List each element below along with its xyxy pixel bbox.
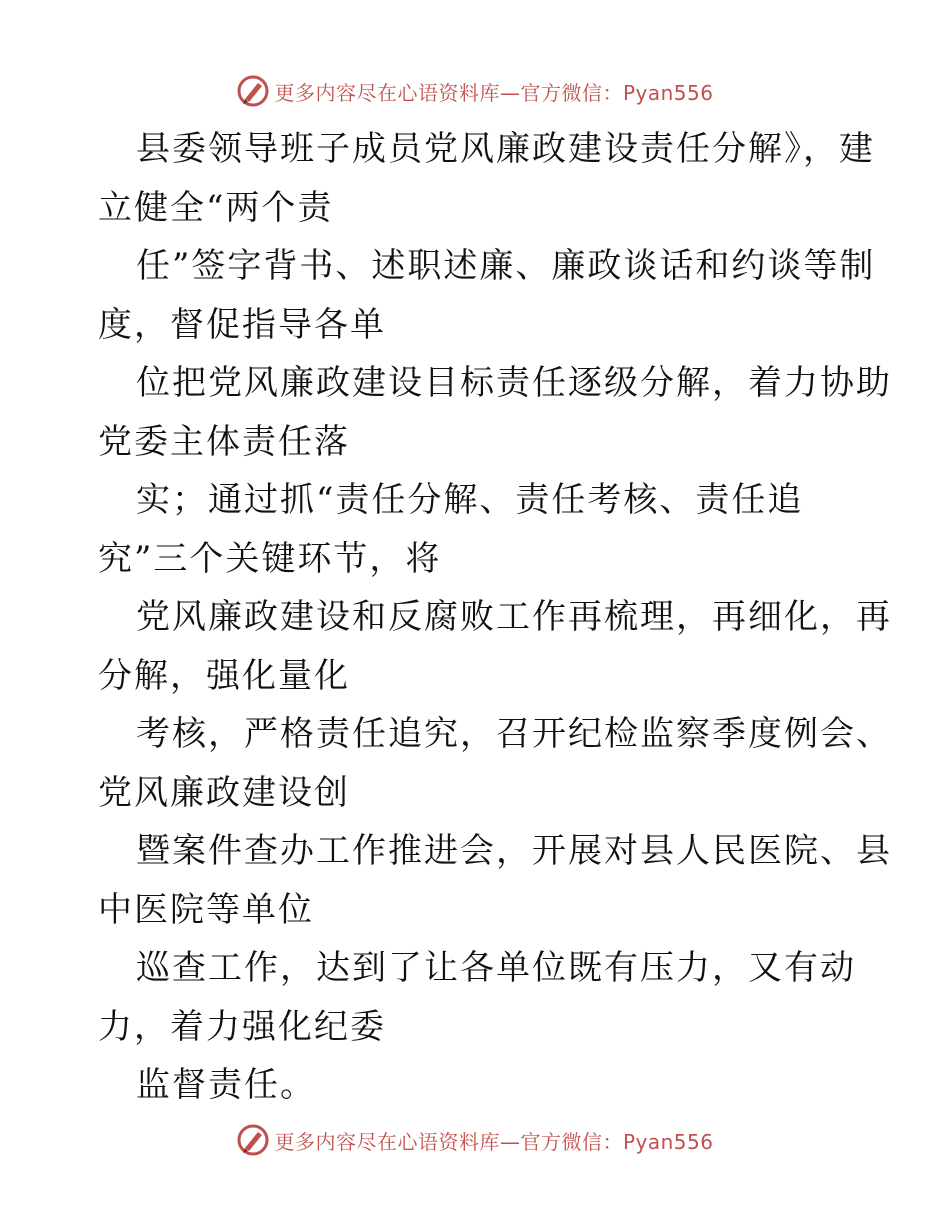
text-line: 位把党风廉政建设目标责任逐级分解，着力协助 [136,363,892,403]
header-banner [0,71,950,111]
text-line: 力，着力强化纪委 [98,1006,386,1047]
text-line: 监督责任。 [136,1065,316,1105]
pen-logo-icon [236,74,270,108]
footer-banner [0,1120,950,1160]
text-line: 考核，严格责任追究，召开纪检监察季度例会、 [136,714,892,754]
text-line: 分解，强化量化 [98,655,350,696]
text-line: 巡查工作，达到了让各单位既有压力，又有动 [136,948,856,988]
pen-logo-icon [236,1123,270,1157]
text-line: 党风廉政建设创 [98,772,350,813]
text-line: 任”签字背书、述职述廉、廉政谈话和约谈等制 [136,246,876,286]
text-line: 立健全“两个责 [98,187,334,228]
text-line: 中医院等单位 [98,889,314,930]
text-line: 究”三个关键环节，将 [98,538,442,579]
banner-text: 更多内容尽在心语资料库—官方微信：Pyan556 [274,80,714,105]
text-line: 党委主体责任落 [98,421,350,462]
text-line: 暨案件查办工作推进会，开展对县人民医院、县 [136,831,892,871]
banner-text: 更多内容尽在心语资料库—官方微信：Pyan556 [274,1129,714,1154]
text-line: 县委领导班子成员党风廉政建设责任分解》，建 [136,129,875,169]
text-line: 党风廉政建设和反腐败工作再梳理，再细化，再 [136,597,892,637]
document-body [98,120,892,1115]
text-line: 度，督促指导各单 [98,304,386,345]
text-line: 实；通过抓“责任分解、责任考核、责任追 [136,480,804,520]
